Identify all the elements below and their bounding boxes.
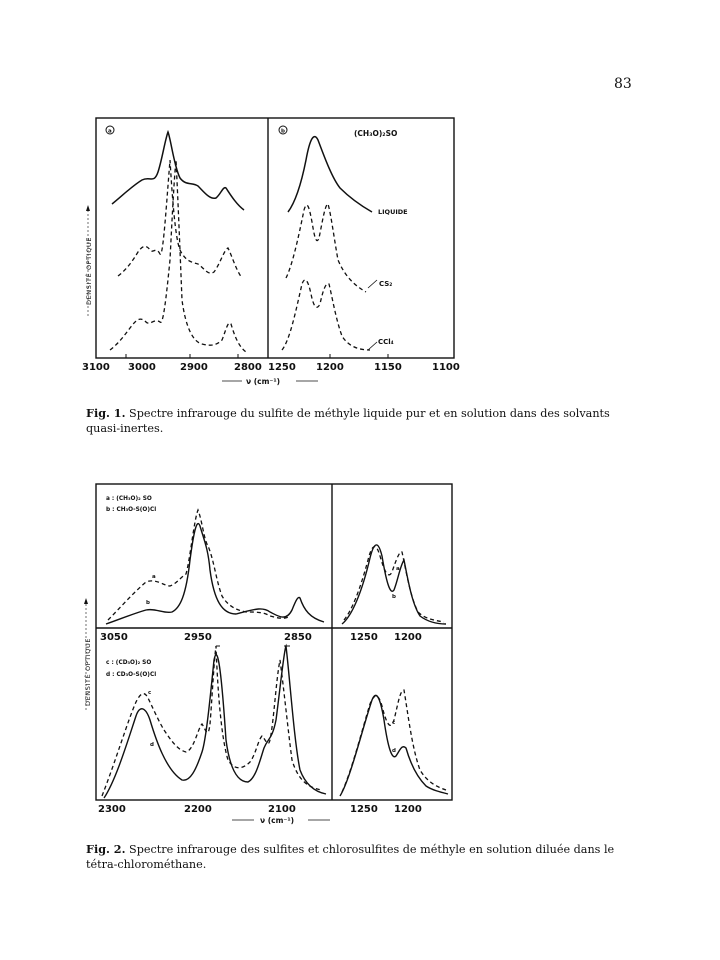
fig1-label-ccl4: CCl₄ <box>378 338 394 346</box>
fig2-tick-2200: 2200 <box>184 804 212 815</box>
fig2-tick-2850: 2850 <box>284 632 312 643</box>
fig2-x-label: ν (cm⁻¹) <box>260 816 295 825</box>
fig2-caption <box>86 842 646 872</box>
fig1-x-ticks-left <box>82 354 262 373</box>
fig2-top-right-label-a: a <box>396 566 400 572</box>
fig1-tick-1200: 1200 <box>316 362 344 373</box>
fig1-compound-label: (CH₃O)₂SO <box>354 129 398 138</box>
fig2-tick-top-1250: 1250 <box>350 632 378 643</box>
fig2-bottom-right-trace-c <box>342 690 446 792</box>
fig1-caption-text: Spectre infrarouge du sulfite de méthyle liquide pur et en solution dans des solvants quasi-inertes. <box>86 407 610 435</box>
fig1-y-label: DENSITÉ OPTIQUE <box>85 236 93 305</box>
fig2-tick-2950: 2950 <box>184 632 212 643</box>
fig2-legend-a: a : (CH₃O)₂ SO <box>106 496 152 502</box>
fig2-tick-3050: 3050 <box>100 632 128 643</box>
fig2-curve-label-d: d <box>150 742 154 748</box>
fig2-legend-b: b : CH₃O-S(O)Cl <box>106 507 157 513</box>
fig2-legend-d: d : CD₃O-S(O)Cl <box>106 672 157 678</box>
fig2-bottom-right-trace-d <box>340 695 448 796</box>
fig1b-trace-cs2 <box>286 204 366 292</box>
fig2-tick-bottom-1250: 1250 <box>350 804 378 815</box>
fig1-frame <box>96 118 454 358</box>
fig1-caption-label: Fig. 1. <box>86 406 126 420</box>
fig1-tick-1250: 1250 <box>268 362 296 373</box>
fig2-top-right-label-b: b <box>392 594 396 600</box>
fig2-tick-bottom-1200: 1200 <box>394 804 422 815</box>
fig2-curve-label-a: a <box>152 574 156 580</box>
fig1-tick-2800: 2800 <box>234 362 262 373</box>
fig2-tick-2100: 2100 <box>268 804 296 815</box>
fig2-curve-label-b: b <box>146 600 150 606</box>
fig2-bottom-right-label-c: c <box>392 720 396 726</box>
fig2-caption-text: Spectre infrarouge des sulfites et chlorosulfites de méthyle en solution diluée dans le tétra-chlorométhane. <box>86 843 615 871</box>
fig2-y-label: DENSITÉ OPTIQUE <box>84 637 92 706</box>
fig2-tick-2300: 2300 <box>98 804 126 815</box>
fig1-tick-1150: 1150 <box>374 362 402 373</box>
fig2-legend-c: c : (CD₃O)₂ SO <box>106 660 152 666</box>
fig2-caption-label: Fig. 2. <box>86 842 126 856</box>
fig1-tick-2900: 2900 <box>180 362 208 373</box>
fig1-tick-1100: 1100 <box>432 362 460 373</box>
fig2-curve-label-c: c <box>148 690 152 696</box>
fig1-label-liquide: LIQUIDE <box>378 208 408 216</box>
fig1-label-cs2: CS₂ <box>379 280 393 288</box>
fig2-top-right-trace-a <box>344 547 444 622</box>
fig1-panel-a-label: a <box>108 128 112 135</box>
fig1-x-label: ν (cm⁻¹) <box>246 377 281 386</box>
fig1-tick-3100: 3100 <box>82 362 110 373</box>
fig1-caption <box>86 406 646 436</box>
fig1-x-ticks-right <box>268 354 460 373</box>
fig1b-trace-ccl4 <box>282 280 370 350</box>
fig2-top-right-trace-b <box>342 545 446 624</box>
fig2-bottom-right-label-d: d <box>392 748 396 754</box>
fig2-top-trace-b <box>106 524 324 624</box>
fig1-tick-3000: 3000 <box>128 362 156 373</box>
fig1b-trace-liquide <box>288 137 372 212</box>
page-number: 83 <box>614 76 632 92</box>
fig2-bottom-trace-d <box>104 646 326 798</box>
fig1-panel-b-label: b <box>281 128 285 135</box>
fig2-tick-top-1200: 1200 <box>394 632 422 643</box>
fig2-top-trace-a <box>108 510 290 620</box>
